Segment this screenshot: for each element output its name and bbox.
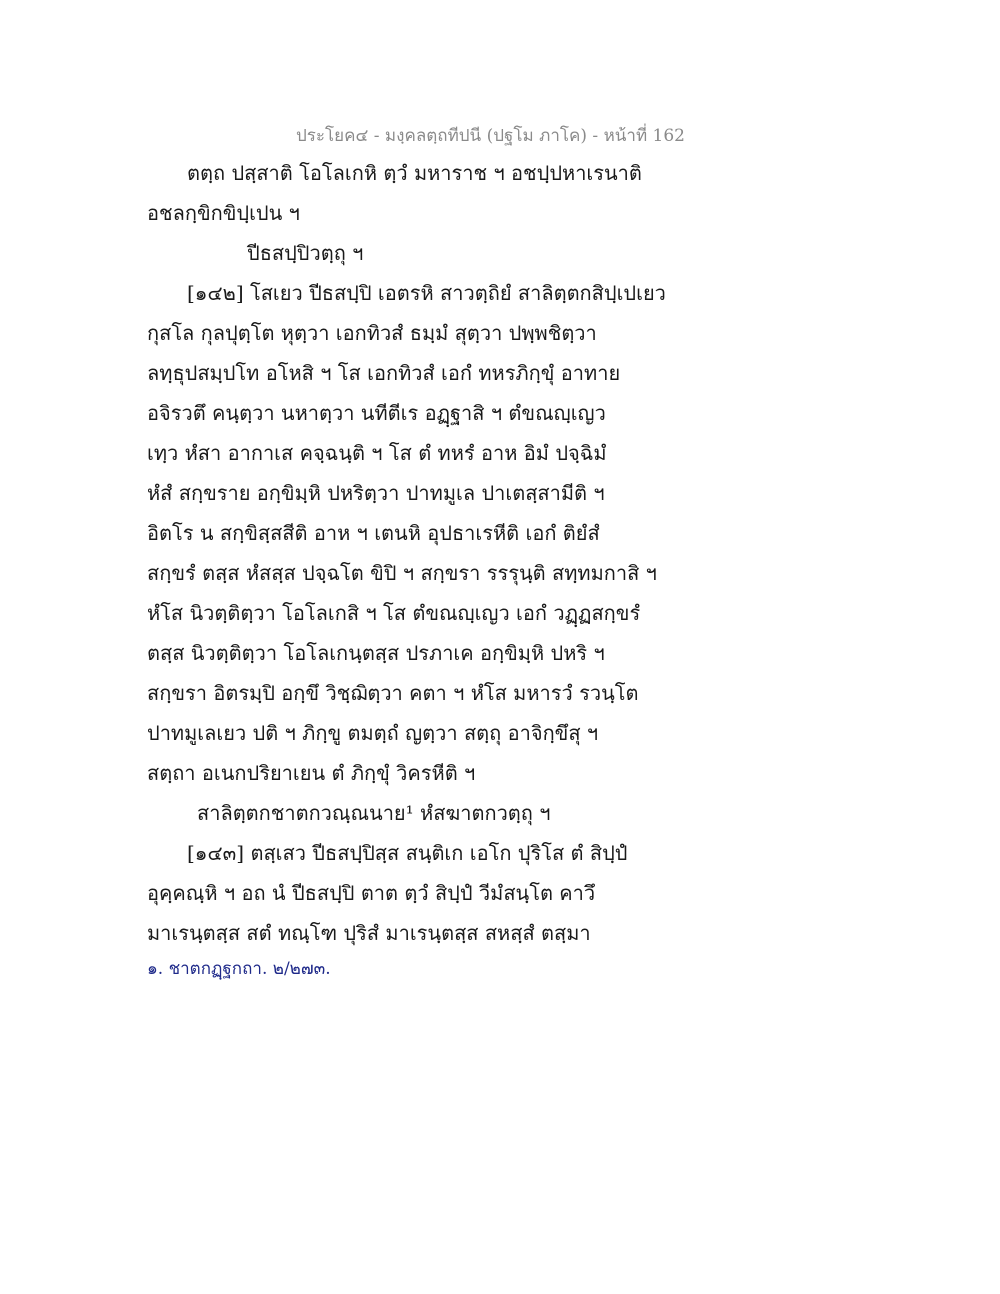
text-line: ตตฺถ ปสฺสาติ โอโลเกหิ ตฺวํ มหาราช ฯ อชปฺปหาเรนาติ (187, 161, 642, 185)
section-title: สาลิตฺตกชาตกวณฺณนาย¹ หํสฆาตกวตฺถุ ฯ (197, 801, 551, 825)
text-line: อจิรวตึ คนฺตฺวา นหาตฺวา นทีตีเร อฏฺฐาสิ ฯ ตํขณญฺเญว (147, 401, 606, 425)
text-line: สกฺขรา อิตรมฺปิ อกฺขึ วิชฺฌิตฺวา คตา ฯ หํโส มหารวํ รวนฺโต (147, 681, 639, 705)
text-line: กุสโล กุลปุตฺโต หุตฺวา เอกทิวสํ ธมฺมํ สุตฺวา ปพฺพชิตฺวา (147, 321, 597, 345)
text-line: อิตโร น สกฺขิสฺสสีติ อาห ฯ เตนหิ อุปธาเรหีติ เอกํ ติยํสํ (147, 521, 600, 545)
text-line: ลทฺธุปสมฺปโท อโหสิ ฯ โส เอกทิวสํ เอกํ ทหรภิกฺขุํ อาทาย (147, 361, 621, 385)
text-line: สกฺขรํ ตสฺส หํสสฺส ปจฺฉโต ขิปิ ฯ สกฺขรา รรรุนฺติ สทฺทมกาสิ ฯ (147, 561, 657, 585)
body-text (147, 153, 707, 953)
text-line: หํสํ สกฺขราย อกฺขิมฺหิ ปหริตฺวา ปาทมูเล ปาเตสฺสามีติ ฯ (147, 481, 605, 505)
text-line: อชลกฺขิกขิปฺเปน ฯ (147, 201, 300, 225)
page-header: ประโยค๔ - มงฺคลตฺถทีปนี (ปฐโม ภาโค) - หน้าที่ 162 (296, 126, 685, 146)
text-line: อุคฺคณฺหิ ฯ อถ นํ ปีธสปฺปิ ตาต ตฺวํ สิปฺปํ วีมํสนฺโต คาวึ (147, 881, 596, 905)
text-line: ตสฺส นิวตฺติตฺวา โอโลเกนฺตสฺส ปรภาเค อกฺขิมฺหิ ปหริ ฯ (147, 641, 605, 665)
section-title: ปีธสปฺปิวตฺถุ ฯ (247, 241, 364, 265)
footnote: ๑. ชาตกฏฺฐกถา. ๒/๒๗๓. (147, 959, 331, 979)
text-line: ปาทมูเลเยว ปติ ฯ ภิกฺขู ตมตฺถํ ญตฺวา สตฺถุ อาจิกฺขึสุ ฯ (147, 721, 599, 745)
text-line: มาเรนฺตสฺส สตํ ทณฺโฑ ปุริสํ มาเรนฺตสฺส สหสฺสํ ตสฺมา (147, 921, 591, 945)
text-line: สตฺถา อเนกปริยาเยน ตํ ภิกฺขุํ วิครหีติ ฯ (147, 761, 476, 785)
text-line: เทฺว หํสา อากาเส คจฺฉนฺติ ฯ โส ตํ ทหรํ อาห อิมํ ปจฺฉิมํ (147, 441, 607, 465)
text-line: หํโส นิวตฺติตฺวา โอโลเกสิ ฯ โส ตํขณญฺเญว เอกํ วฏฺฏสกฺขรํ (147, 601, 641, 625)
text-line: [๑๔๒] โสเยว ปีธสปฺปิ เอตรหิ สาวตฺถิยํ สาลิตฺตกสิปฺเปเยว (187, 281, 666, 305)
text-line: [๑๔๓] ตสฺเสว ปีธสปฺปิสฺส สนฺติเก เอโก ปุริโส ตํ สิปฺปํ (187, 841, 628, 865)
